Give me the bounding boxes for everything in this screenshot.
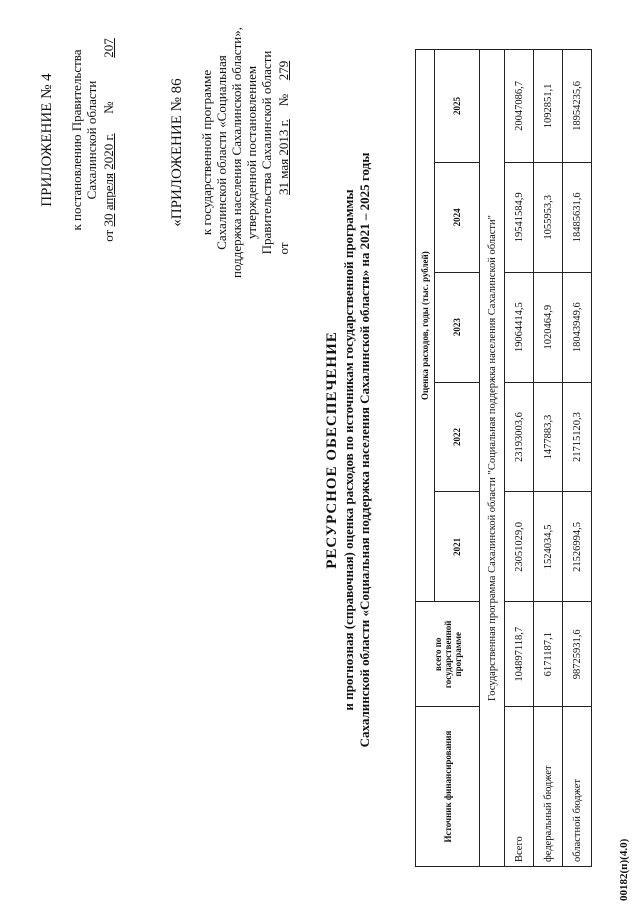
cell-value: 98725931,6 (563, 602, 592, 707)
cell-value: 1477883,3 (534, 382, 563, 492)
cell-value: 1524034,5 (534, 492, 563, 602)
number-value: 207 (101, 38, 116, 58)
date-year: 2020 г. (101, 133, 116, 170)
header-group: Оценка расходов, годы (тыс. рублей) (416, 50, 435, 602)
appendix-title: ПРИЛОЖЕНИЕ № 4 (39, 73, 55, 207)
cell-value: 104897118,7 (505, 602, 534, 707)
cell-value: 19541584,9 (505, 162, 534, 272)
quote-title: «ПРИЛОЖЕНИЕ № 86 (169, 78, 185, 227)
cell-value: 18485631,6 (563, 162, 592, 272)
cell-value: 19064414,5 (505, 272, 534, 382)
cell-value: 23193003,6 (505, 382, 534, 492)
header-year: 2024 (435, 162, 480, 272)
cell-value: 21526994,5 (563, 492, 592, 602)
quote-line: Сахалинской области «Социальная (214, 55, 229, 250)
date-value: 31 мая 2013 г. (276, 119, 291, 195)
cell-value: 20047086,7 (505, 50, 534, 163)
header-source: Источник финансирования (416, 707, 480, 867)
row-label: областной бюджет (563, 707, 592, 867)
table-header-row (416, 50, 435, 867)
number-sign: № (101, 101, 116, 114)
cell-value: 1020464,9 (534, 272, 563, 382)
cell-value: 1092851,1 (534, 50, 563, 163)
row-label: федеральный бюджет (534, 707, 563, 867)
date-prefix: от (276, 242, 291, 255)
appendix-block (40, 25, 116, 255)
cell-value: 18954235,6 (563, 50, 592, 163)
heading-subtitle: Сахалинской области «Социальная поддержка населения Сахалинской области» на 2021 – 2025 годы (357, 152, 372, 748)
cell-value: 18043949,6 (563, 272, 592, 382)
date-month: апреля (101, 172, 116, 211)
number-sign: № (276, 93, 291, 107)
date-prefix: от (101, 229, 116, 242)
document-heading (323, 90, 373, 810)
quote-line: к государственной программе (199, 69, 214, 236)
quote-line: утвержденной постановлением (244, 65, 259, 240)
header-year: 2025 (435, 50, 480, 163)
document-code: 00182(п)(4.0) (618, 838, 630, 901)
table-row (505, 50, 534, 867)
number-value: 279 (276, 60, 291, 81)
heading-title: РЕСУРСНОЕ ОБЕСПЕЧЕНИЕ (324, 331, 340, 569)
quote-block (170, 20, 291, 285)
row-label: Всего (505, 707, 534, 867)
program-name: Государственная программа Сахалинской области "Социальная поддержка населения Сахалинской области" (480, 50, 505, 867)
heading-subtitle: и прогнозная (справочная) оценка расходов по источникам государственной программы (341, 189, 356, 711)
resource-table (415, 49, 592, 867)
header-total: всего по государственной программе (416, 602, 480, 707)
quote-date-line (276, 20, 291, 285)
appendix-date-line (101, 25, 116, 255)
date-day: 30 (101, 213, 116, 227)
program-row (480, 50, 505, 867)
quote-line: поддержка населения Сахалинской области», (229, 27, 244, 278)
appendix-line: Сахалинской области (84, 80, 99, 200)
cell-value: 23051029,0 (505, 492, 534, 602)
appendix-line: к постановлению Правительства (69, 49, 84, 231)
table-row (534, 50, 563, 867)
cell-value: 21715120,3 (563, 382, 592, 492)
header-year: 2022 (435, 382, 480, 492)
cell-value: 6171187,1 (534, 602, 563, 707)
header-year: 2021 (435, 492, 480, 602)
header-year: 2023 (435, 272, 480, 382)
table-row (563, 50, 592, 867)
quote-line: Правительства Сахалинской области (259, 50, 274, 255)
cell-value: 1055953,3 (534, 162, 563, 272)
